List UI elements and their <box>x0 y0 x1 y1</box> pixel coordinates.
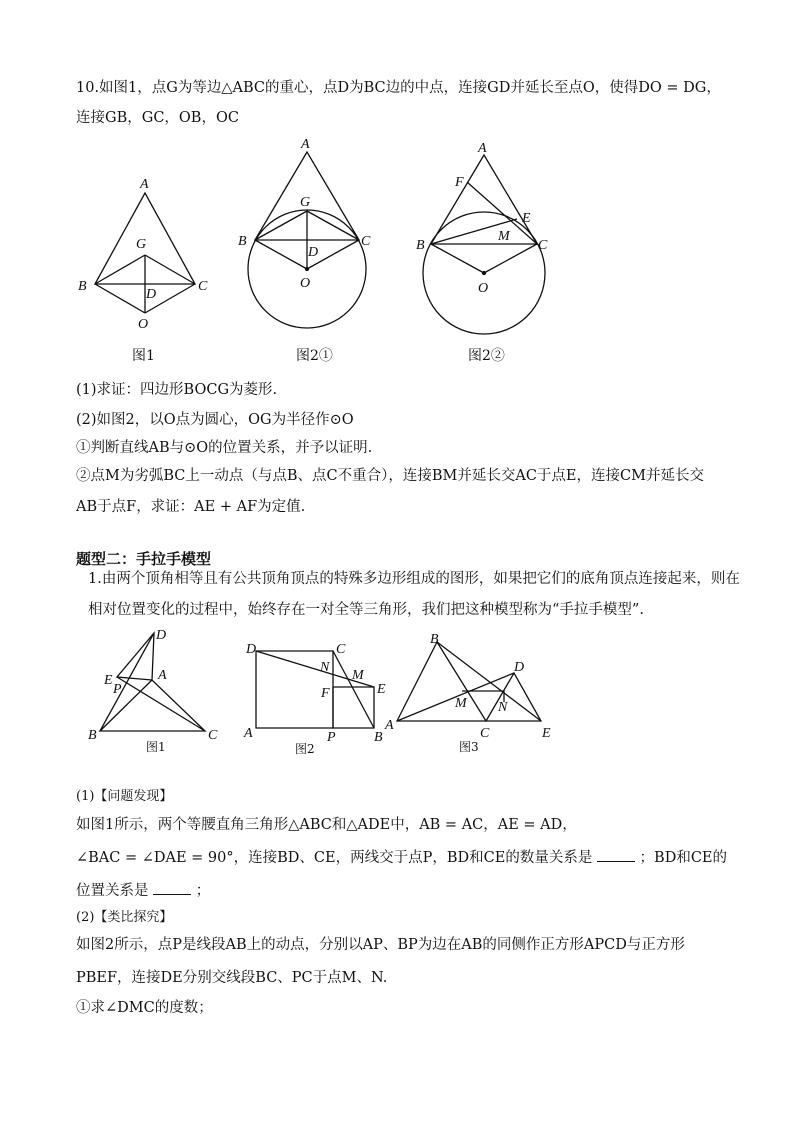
label-D: D <box>246 642 257 657</box>
p2-line1: 如图2所示，点P是线段AB上的动点，分别以AP、BP为边在AB的同侧作正方形APCD与正方形 <box>76 937 685 953</box>
label-C: C <box>538 238 548 253</box>
label-A: A <box>140 177 149 192</box>
label-D: D <box>514 660 525 675</box>
label-O: O <box>300 276 311 291</box>
q10-fig2b-caption: 图2② <box>468 348 505 364</box>
label-A: A <box>244 726 253 741</box>
label-A: A <box>301 137 310 152</box>
label-C: C <box>336 642 346 657</box>
p1-line2a: ∠BAC = ∠DAE = 90°，连接BD、CE，两线交于点P，BD和CE的数量关系是 <box>76 850 593 866</box>
p1-line3a: 位置关系是 <box>76 883 149 899</box>
q10-part2b-1: ②点M为劣弧BC上一动点（与点B、点C不重合），连接BM并延长交AC于点E，连接CM并延长交 <box>76 468 704 484</box>
label-E: E <box>377 682 386 697</box>
label-M: M <box>455 696 467 711</box>
label-G: G <box>136 237 147 252</box>
label-E: E <box>104 673 113 688</box>
p1-line3 <box>76 880 210 901</box>
label-B: B <box>88 728 97 743</box>
p1-line1: 如图1所示，两个等腰直角三角形△ABC和△ADE中，AB = AC，AE = AD， <box>76 817 577 833</box>
label-O: O <box>478 281 489 296</box>
label-O: O <box>138 317 149 332</box>
label-B: B <box>238 234 247 249</box>
p2-line3: ①求∠DMC的度数； <box>76 1000 213 1016</box>
s2-fig1-caption: 图1 <box>146 740 166 754</box>
label-B: B <box>374 730 383 745</box>
label-B: B <box>416 238 425 253</box>
q10-fig2a-caption: 图2① <box>296 348 333 364</box>
p1-line3b: ； <box>195 883 211 899</box>
q10-part2: (2)如图2，以O点为圆心，OG为半径作⊙O <box>76 412 354 428</box>
q10-part1: (1)求证：四边形BOCG为菱形. <box>76 382 278 398</box>
s2-fig2-caption: 图2 <box>295 742 315 756</box>
label-D: D <box>308 245 319 260</box>
label-C: C <box>480 726 490 741</box>
label-N: N <box>320 660 330 675</box>
q10-fig1-caption: 图1 <box>132 348 155 364</box>
label-B: B <box>430 632 439 647</box>
q10-line1: 10.如图1，点G为等边△ABC的重心，点D为BC边的中点，连接GD并延长至点O，使得DO = DG， <box>76 80 721 96</box>
label-M: M <box>498 229 510 244</box>
label-A: A <box>478 141 487 156</box>
answer-blank-1 <box>597 847 635 862</box>
s2-fig1 <box>88 628 218 743</box>
q10-line2: 连接GB，GC，OB，OC <box>76 110 239 126</box>
q10-fig1 <box>78 177 208 332</box>
q10-part2a: ①判断直线AB与⊙O的位置关系，并予以证明. <box>76 440 373 456</box>
p2-title: (2)【类比探究】 <box>76 910 173 925</box>
answer-blank-2 <box>153 880 191 895</box>
s2-fig2 <box>243 642 386 745</box>
label-B: B <box>78 279 87 294</box>
section2-figures <box>0 625 800 765</box>
label-E: E <box>522 211 531 226</box>
label-P: P <box>113 682 122 697</box>
label-A: A <box>385 718 394 733</box>
p1-line2b: ；BD和CE的 <box>639 850 728 866</box>
label-E: E <box>542 726 551 741</box>
q10-fig2b <box>416 141 548 334</box>
section2-intro1: 1.由两个顶角相等且有公共顶角顶点的特殊多边形组成的图形，如果把它们的底角顶点连接起来，则在 <box>88 571 740 587</box>
s2-fig3 <box>384 632 551 741</box>
label-M: M <box>352 668 364 683</box>
label-A: A <box>158 668 167 683</box>
p2-line2: PBEF，连接DE分别交线段BC、PC于点M、N. <box>76 970 388 986</box>
label-C: C <box>361 234 371 249</box>
label-N: N <box>498 700 508 715</box>
q10-fig2a <box>238 137 371 328</box>
p1-line2 <box>76 847 727 868</box>
label-F: F <box>321 686 330 701</box>
section-heading: 题型二：手拉手模型 <box>76 550 212 568</box>
label-D: D <box>146 287 157 302</box>
label-C: C <box>198 279 208 294</box>
q10-part2b-2: AB于点F，求证：AE + AF为定值. <box>76 499 306 515</box>
label-P: P <box>327 730 336 745</box>
label-F: F <box>455 175 464 190</box>
label-C: C <box>208 728 218 743</box>
section2-intro2: 相对位置变化的过程中，始终存在一对全等三角形，我们把这种模型称为“手拉手模型”. <box>88 602 644 618</box>
s2-fig3-caption: 图3 <box>459 740 479 754</box>
p1-title: (1)【问题发现】 <box>76 789 173 804</box>
label-D: D <box>156 628 167 643</box>
label-G: G <box>300 195 311 210</box>
